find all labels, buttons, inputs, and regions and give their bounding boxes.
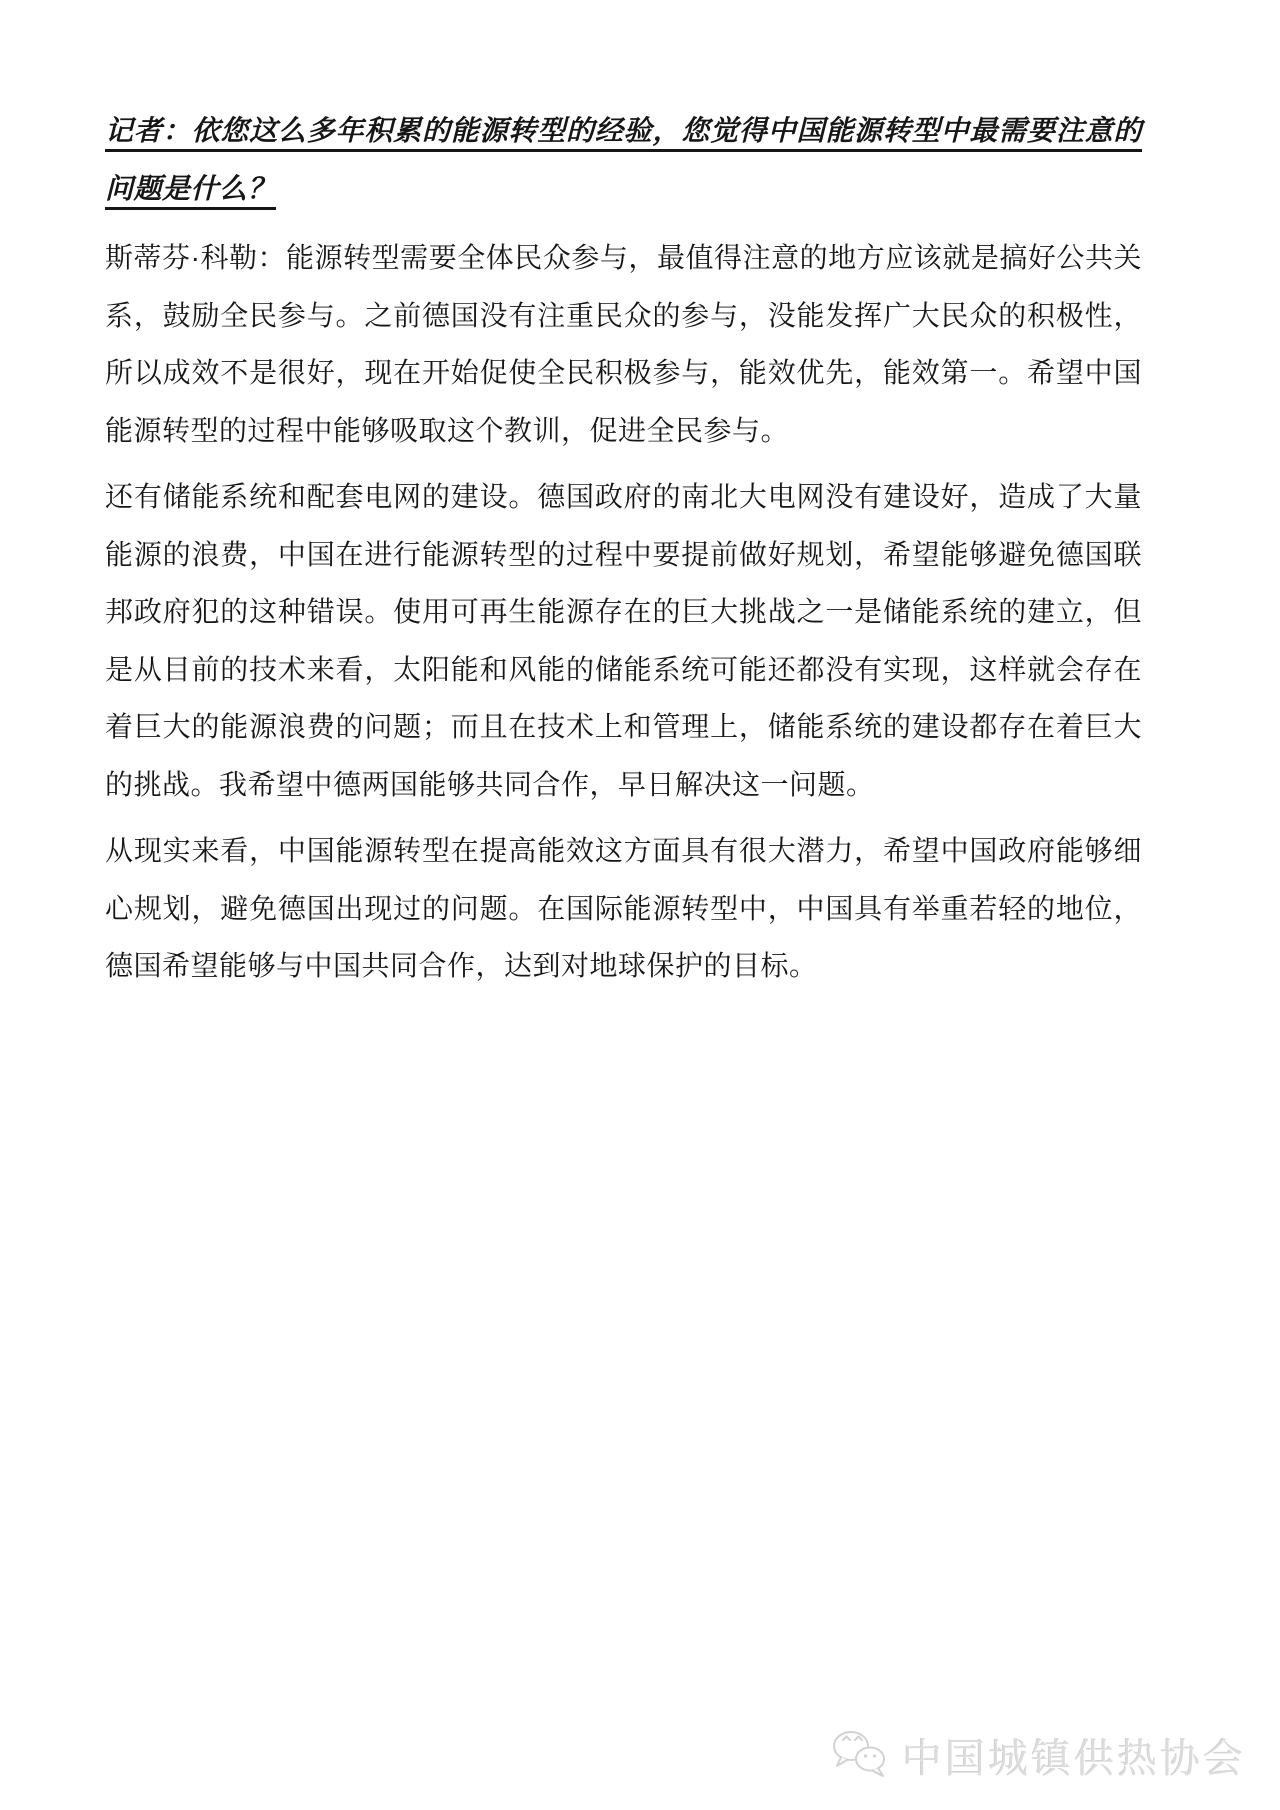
article-body <box>105 102 1142 1004</box>
answer-paragraph-2: 还有储能系统和配套电网的建设。德国政府的南北大电网没有建设好，造成了大量能源的浪费，中国在进行能源转型的过程中要提前做好规划，希望能够避免德国联邦政府犯的这种错误。使用可再生能源存在的巨大挑战之一是储能系统的建立，但是从目前的技术来看，太阳能和风能的储能系统可能还都没有实现，这样就会存在着巨大的能源浪费的问题；而且在技术上和管理上，储能系统的建设都存在着巨大的挑战。我希望中德两国能够共同合作，早日解决这一问题。 <box>105 481 1142 800</box>
wechat-icon <box>828 1726 890 1784</box>
answer-paragraph-3: 从现实来看，中国能源转型在提高能效这方面具有很大潜力，希望中国政府能够细心规划，避免德国出现过的问题。在国际能源转型中，中国具有举重若轻的地位，德国希望能够与中国共同合作，达到对地球保护的目标。 <box>105 835 1142 981</box>
watermark-text: 中国城镇供热协会 <box>902 1736 1246 1781</box>
interview-question-heading: 记者：依您这么多年积累的能源转型的经验，您觉得中国能源转型中最需要注意的问题是什么？ <box>105 115 1142 204</box>
answer-paragraph-1: 斯蒂芬·科勒：能源转型需要全体民众参与，最值得注意的地方应该就是搞好公共关系，鼓励全民参与。之前德国没有注重民众的参与，没能发挥广大民众的积极性，所以成效不是很好，现在开始促使全民积极参与，能效优先，能效第一。希望中国能源转型的过程中能够吸取这个教训，促进全民参与。 <box>105 242 1142 446</box>
watermark <box>828 1726 1246 1784</box>
